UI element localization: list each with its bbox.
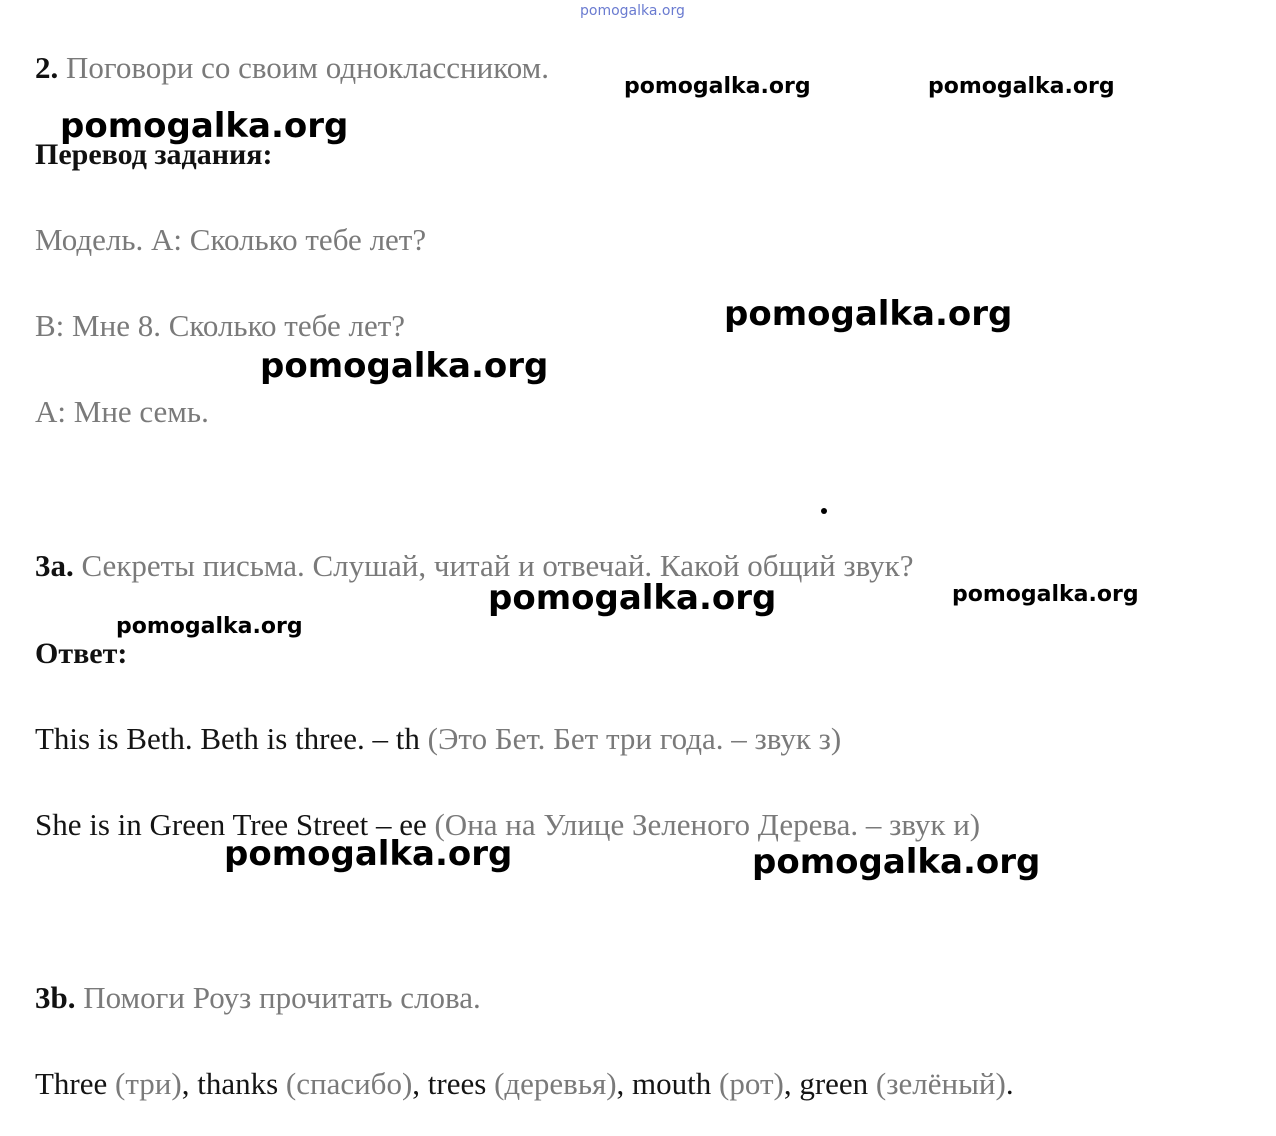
word-ru: (зелёный)	[868, 1066, 1006, 1101]
word-sep: ,	[783, 1066, 800, 1101]
word-sep: .	[1005, 1066, 1014, 1101]
task2-title	[35, 50, 549, 86]
watermark: pomogalka.org	[260, 346, 549, 386]
stray-dot	[821, 508, 827, 514]
word-en: Three	[35, 1066, 108, 1101]
answer-1-english: This is Beth. Beth is three. – th	[35, 721, 420, 756]
watermark: pomogalka.org	[224, 834, 513, 874]
task2-line-1: Модель. A: Сколько тебе лет?	[35, 222, 427, 257]
word-sep: ,	[181, 1066, 198, 1101]
watermark: pomogalka.org	[60, 106, 349, 146]
answer-2-english: She is in Green Tree Street – ee	[35, 807, 427, 842]
word-ru: (деревья)	[486, 1066, 617, 1101]
watermark: pomogalka.org	[624, 74, 811, 99]
word-en: mouth	[632, 1066, 712, 1101]
word-en: thanks	[197, 1066, 279, 1101]
watermark-top: pomogalka.org	[580, 3, 685, 19]
task3a-title	[35, 548, 914, 584]
word-sep: ,	[412, 1066, 428, 1101]
watermark: pomogalka.org	[116, 614, 303, 639]
word-ru: (спасибо)	[278, 1066, 413, 1101]
task2-text: Поговори со своим одноклассником.	[66, 50, 549, 85]
task2-line-2: B: Мне 8. Сколько тебе лет?	[35, 308, 406, 343]
answer-1-russian: (Это Бет. Бет три года. – звук з)	[419, 721, 842, 756]
watermark: pomogalka.org	[488, 578, 777, 618]
task3b-number: 3b.	[35, 980, 76, 1015]
word-ru: (рот)	[711, 1066, 784, 1101]
task2-heading: Перевод задания:	[35, 138, 273, 171]
task3b-words	[35, 1066, 1014, 1102]
word-en: green	[799, 1066, 869, 1101]
task3b-text: Помоги Роуз прочитать слова.	[83, 980, 481, 1015]
task3a-answer-1	[35, 721, 841, 757]
task3b-title	[35, 980, 481, 1016]
watermark: pomogalka.org	[952, 582, 1139, 607]
task3a-heading: Ответ:	[35, 637, 128, 670]
word-ru: (три)	[107, 1066, 182, 1101]
watermark: pomogalka.org	[752, 842, 1041, 882]
watermark: pomogalka.org	[724, 294, 1013, 334]
answer-2-russian: (Она на Улице Зеленого Дерева. – звук и)	[426, 807, 981, 842]
watermark: pomogalka.org	[928, 74, 1115, 99]
word-en: trees	[427, 1066, 487, 1101]
task3a-text: Секреты письма. Слушай, читай и отвечай. Какой общий звук?	[81, 548, 914, 583]
word-sep: ,	[616, 1066, 633, 1101]
task3a-number: 3a.	[35, 548, 74, 583]
task2-number: 2.	[35, 50, 59, 85]
task2-line-3: A: Мне семь.	[35, 394, 209, 429]
